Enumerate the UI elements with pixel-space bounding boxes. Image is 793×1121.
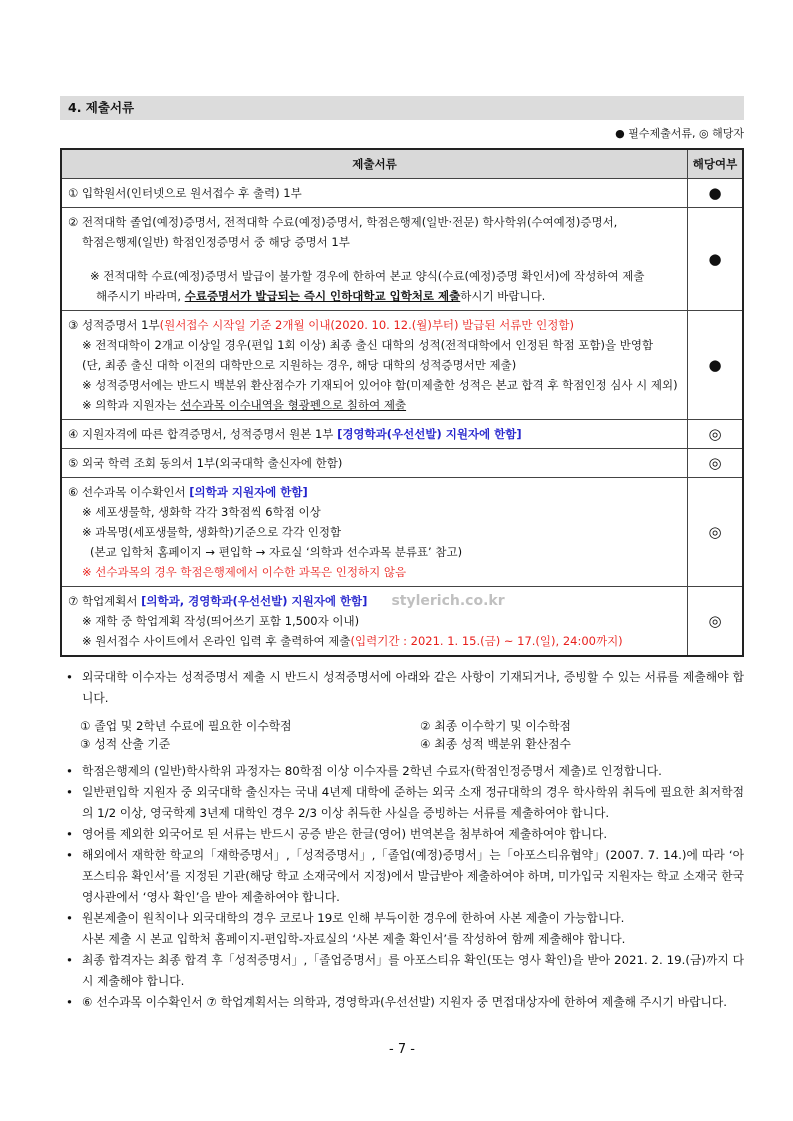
required-mark-icon: ● (688, 179, 744, 208)
header-documents: 제출서류 (61, 149, 688, 179)
document-cell (61, 179, 688, 208)
document-note (68, 631, 681, 651)
note: • 학점은행제의 (일반)학사학위 과정자는 80학점 이상 이수자를 2학년 수료자(학점인정증명서 제출)로 인정합니다. (64, 761, 744, 782)
applicable-mark-icon: ◎ (688, 478, 744, 587)
required-item: ① 졸업 및 2학년 수료에 필요한 이수학점 (80, 719, 292, 733)
text-segment: (원서접수 시작일 기준 2개월 이내(2020. 10. 12.(월)부터) 발급된 서류만 인정함) (159, 318, 574, 332)
text-segment: [의학과, 경영학과(우선선발) 지원자에 한함] (141, 594, 368, 608)
document-note (68, 232, 681, 252)
document-title (68, 591, 681, 611)
text-segment: ⑤ 외국 학력 조회 동의서 1부(외국대학 출신자에 한함) (68, 456, 343, 470)
page-number: - 7 - (389, 1042, 415, 1057)
text-segment: 하시기 바랍니다. (460, 289, 546, 303)
document-note (68, 286, 681, 306)
document-note (68, 611, 681, 631)
note: • 영어를 제외한 외국어로 된 서류는 반드시 공증 받은 한글(영어) 번역본을 첨부하여 제출하여야 합니다. (64, 824, 744, 845)
required-item: ③ 성적 산출 기준 (80, 737, 171, 751)
applicable-mark-icon: ◎ (688, 587, 744, 657)
document-title (68, 482, 681, 502)
text-segment: ※ 성적증명서에는 반드시 백분위 환산점수가 기재되어 있어야 함(미제출한 성적은 본교 합격 후 학점인정 심사 시 제외) (82, 378, 678, 392)
documents-table (60, 148, 744, 657)
text-segment: (입력기간 : 2021. 1. 15.(금) ~ 17.(일), 24:00까지) (350, 634, 623, 648)
text-segment: ※ 선수과목의 경우 학점은행제에서 이수한 과목은 인정하지 않음 (82, 565, 407, 579)
required-mark-icon: ● (688, 208, 744, 311)
text-segment: ① 입학원서(인터넷으로 원서접수 후 출력) 1부 (68, 186, 302, 200)
section-title: 4. 제출서류 (60, 96, 744, 120)
note: • ⑥ 선수과목 이수확인서 ⑦ 학업계획서는 의학과, 경영학과(우선선발) 지원자 중 면접대상자에 한하여 제출해 주시기 바랍니다. (64, 992, 744, 1013)
document-note (68, 375, 681, 395)
text-segment: 선수과목 이수내역을 형광펜으로 칠하여 제출 (180, 398, 407, 412)
notes (60, 667, 744, 1013)
note: • 해외에서 재학한 학교의「재학증명서」,「성적증명서」,「졸업(예정)증명서」는「아포스티유협약」(2007. 7. 14.)에 따라 ‘아포스티유 확인서’를 지정된 기관(해당 학교 소재국에서 지정)에서 발급받아 제출하여야 하며, 미가입국 지원자는 학교 소재국 한국영사관에서 ‘영사 확인’을 받아 제출하여야 합니다. (64, 845, 744, 908)
document-note (68, 562, 681, 582)
required-mark-icon: ● (688, 311, 744, 420)
text-segment: (단, 최종 출신 대학 이전의 대학만으로 지원하는 경우, 해당 대학의 성적증명서만 제출) (82, 358, 517, 372)
table-row (61, 311, 743, 420)
document-note (68, 395, 681, 415)
note-continuation: 사본 제출 시 본교 입학처 홈페이지-편입학-자료실의 ‘사본 제출 확인서’를 작성하여 함께 제출해야 합니다. (82, 932, 626, 946)
text-segment: [의학과 지원자에 한함] (189, 485, 308, 499)
document-title (68, 315, 681, 335)
header-applicable: 해당여부 (688, 149, 744, 179)
document-note (68, 335, 681, 355)
text-segment: (본교 입학처 홈페이지 → 편입학 → 자료실 ‘의학과 선수과목 분류표’ 참고) (90, 545, 463, 559)
table-row (61, 420, 743, 449)
text-segment: 해주시기 바라며, (96, 289, 185, 303)
note: • 원본제출이 원칙이나 외국대학의 경우 코로나 19로 인해 부득이한 경우에 한하여 사본 제출이 가능합니다. (64, 908, 744, 929)
watermark: stylerich.co.kr (391, 593, 505, 609)
text-segment: ※ 전적대학이 2개교 이상일 경우(편입 1회 이상) 최종 출신 대학의 성적(전적대학에서 인정된 학점 포함)을 반영함 (82, 338, 654, 352)
table-row (61, 208, 743, 311)
text-segment: [경영학과(우선선발) 지원자에 한함] (337, 427, 522, 441)
table-row (61, 587, 743, 657)
text-segment: ⑥ 선수과목 이수확인서 (68, 485, 190, 499)
applicable-mark-icon: ◎ (688, 449, 744, 478)
required-items (64, 709, 744, 761)
note: • 일반편입학 지원자 중 외국대학 출신자는 국내 4년제 대학에 준하는 외국 소재 정규대학의 경우 학사학위 취득에 필요한 최저학점의 1/2 이상, 영국학제 3년제 대학인 경우 2/3 이상 취득한 사실을 증빙하는 서류를 제출하여야 합니다. (64, 782, 744, 824)
note: • 최종 합격자는 최종 합격 후「성적증명서」,「졸업증명서」를 아포스티유 확인(또는 영사 확인)을 받아 2021. 2. 19.(금)까지 다시 제출해야 합니다. (64, 950, 744, 992)
table-row (61, 179, 743, 208)
document-cell (61, 208, 688, 311)
text-segment: ※ 세포생물학, 생화학 각각 3학점씩 6학점 이상 (82, 505, 321, 519)
text-segment: ※ 재학 중 학업계획 작성(띄어쓰기 포함 1,500자 이내) (82, 614, 360, 628)
text-segment: ② 전적대학 졸업(예정)증명서, 전적대학 수료(예정)증명서, 학점은행제(일반·전문) 학사학위(수여예정)증명서, (68, 215, 618, 229)
document-cell (61, 587, 688, 657)
text-segment: ※ 의학과 지원자는 (82, 398, 181, 412)
document-cell (61, 478, 688, 587)
legend: ● 필수제출서류, ◎ 해당자 (615, 127, 744, 140)
document-note (68, 502, 681, 522)
document-note (68, 266, 681, 286)
document-note (68, 522, 681, 542)
table-row (61, 449, 743, 478)
document-note (68, 542, 681, 562)
document-note (68, 355, 681, 375)
document-title (68, 453, 681, 473)
applicable-mark-icon: ◎ (688, 420, 744, 449)
text-segment: ※ 원서접수 사이트에서 온라인 입력 후 출력하여 제출 (82, 634, 351, 648)
text-segment: ※ 과목명(세포생물학, 생화학)기준으로 각각 인정함 (82, 525, 342, 539)
required-item: ④ 최종 성적 백분위 환산점수 (420, 737, 571, 751)
document-cell (61, 449, 688, 478)
note: • 외국대학 이수자는 성적증명서 제출 시 반드시 성적증명서에 아래와 같은 사항이 기재되거나, 증빙할 수 있는 서류를 제출해야 합니다. (64, 667, 744, 709)
text-segment: 수료증명서가 발급되는 즉시 인하대학교 입학처로 제출 (184, 289, 461, 303)
document-cell (61, 420, 688, 449)
document-title (68, 212, 681, 232)
spacer (68, 252, 681, 266)
document-title (68, 183, 681, 203)
text-segment: ④ 지원자격에 따른 합격증명서, 성적증명서 원본 1부 (68, 427, 338, 441)
text-segment: 학점은행제(일반) 학점인정증명서 중 해당 증명서 1부 (82, 235, 350, 249)
document-title (68, 424, 681, 444)
required-item: ② 최종 이수학기 및 이수학점 (420, 719, 571, 733)
document-cell (61, 311, 688, 420)
text-segment: ⑦ 학업계획서 (68, 594, 142, 608)
text-segment: ※ 전적대학 수료(예정)증명서 발급이 불가할 경우에 한하여 본교 양식(수료(예정)증명 확인서)에 작성하여 제출 (90, 269, 645, 283)
table-row (61, 478, 743, 587)
text-segment: ③ 성적증명서 1부 (68, 318, 160, 332)
